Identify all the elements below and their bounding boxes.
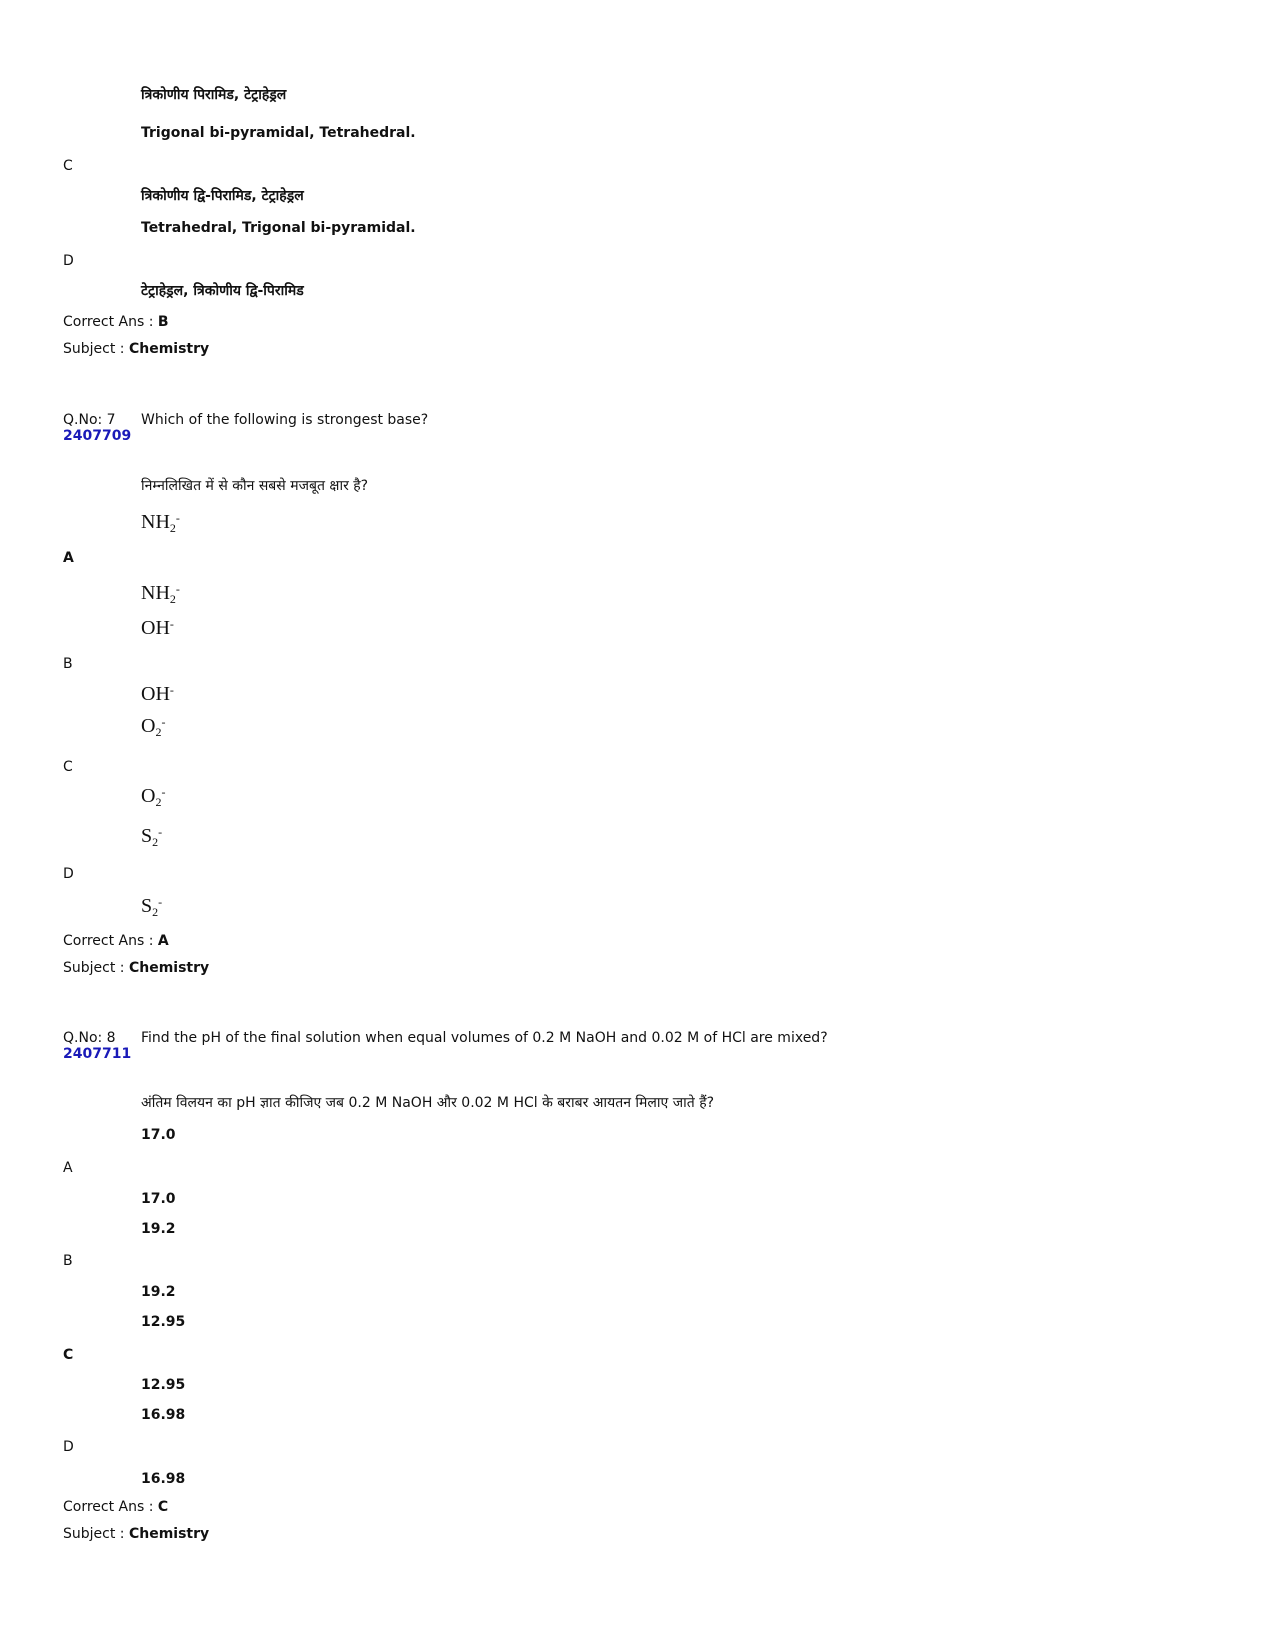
q7-number: Q.No: 7 [63, 412, 116, 428]
q7-option-c-label: C [63, 759, 73, 775]
q7-option-c-formula: $O_2^-$ [141, 785, 166, 809]
q8-option-a-value: 17.0 [141, 1191, 176, 1207]
q7-option-b-translation: $O_2^-$ [141, 715, 166, 739]
q7-option-a-label: A [63, 550, 74, 566]
q8-option-d-label: D [63, 1439, 74, 1455]
q7-subject-value: Chemistry [128, 960, 210, 976]
q7-option-d-formula: $S_2^-$ [141, 895, 163, 919]
q8-question-hindi: अंतिम विलयन का pH ज्ञात कीजिए जब 0.2 M NaOH और 0.02 M HCl के बराबर आयतन मिलाए जाते हैं? [141, 1095, 715, 1111]
q6-option-d-label: D [63, 253, 74, 269]
q6-option-d-hindi: टेट्राहेड्रल, त्रिकोणीय द्वि-पिरामिड [141, 283, 304, 299]
q7-option-d-label: D [63, 866, 74, 882]
q8-question-english: Find the pH of the final solution when equal volumes of 0.2 M NaOH and 0.02 M of HCl are mixed? [141, 1030, 828, 1046]
q7-option-b-formula: OH- [141, 683, 174, 705]
q8-option-c-label: C [63, 1347, 74, 1363]
q6-subject-value: Chemistry [128, 341, 210, 357]
q8-option-b-label: B [63, 1253, 73, 1269]
q7-option-a-translation: OH- [141, 617, 174, 639]
q7-correct-answer-value: A [157, 933, 169, 949]
q8-correct-answer-value: C [157, 1499, 169, 1515]
q7-question-english: Which of the following is strongest base? [141, 412, 429, 428]
q7-option-c-translation: $S_2^-$ [141, 825, 163, 849]
q8-option-a-translation: 19.2 [141, 1221, 176, 1237]
q7-option-a-formula: $NH_2^-$ [141, 582, 180, 606]
q6-correct-answer: Correct Ans : B [63, 314, 169, 330]
q8-id: 2407711 [63, 1046, 132, 1062]
q8-option-a-label: A [63, 1160, 73, 1176]
q8-subject-value: Chemistry [128, 1526, 210, 1542]
q6-correct-answer-value: B [157, 314, 169, 330]
q6-option-d-english: Tetrahedral, Trigonal bi-pyramidal. [141, 220, 416, 236]
q8-option-d-value: 16.98 [141, 1471, 186, 1487]
q8-option-c-value: 12.95 [141, 1377, 186, 1393]
q7-correct-answer: Correct Ans : A [63, 933, 169, 949]
q8-subject: Subject : Chemistry [63, 1526, 210, 1542]
q6-subject: Subject : Chemistry [63, 341, 210, 357]
q7-question-formula: $NH_2^-$ [141, 511, 180, 535]
q7-subject: Subject : Chemistry [63, 960, 210, 976]
q6-option-c-english: Trigonal bi-pyramidal, Tetrahedral. [141, 125, 416, 141]
q8-correct-answer: Correct Ans : C [63, 1499, 169, 1515]
q8-number: Q.No: 8 [63, 1030, 116, 1046]
q6-option-c-hindi: त्रिकोणीय द्वि-पिरामिड, टेट्राहेड्रल [141, 188, 304, 204]
q6-option-c-label: C [63, 158, 73, 174]
q6-option-b-hindi: त्रिकोणीय पिरामिड, टेट्राहेड्रल [141, 87, 287, 103]
q8-option-c-translation: 16.98 [141, 1407, 186, 1423]
q8-option-b-value: 19.2 [141, 1284, 176, 1300]
q8-option-b-translation: 12.95 [141, 1314, 186, 1330]
q7-id: 2407709 [63, 428, 132, 444]
q8-question-value: 17.0 [141, 1127, 176, 1143]
q7-option-b-label: B [63, 656, 73, 672]
q7-question-hindi: निम्नलिखित में से कौन सबसे मजबूत क्षार है? [141, 478, 369, 494]
